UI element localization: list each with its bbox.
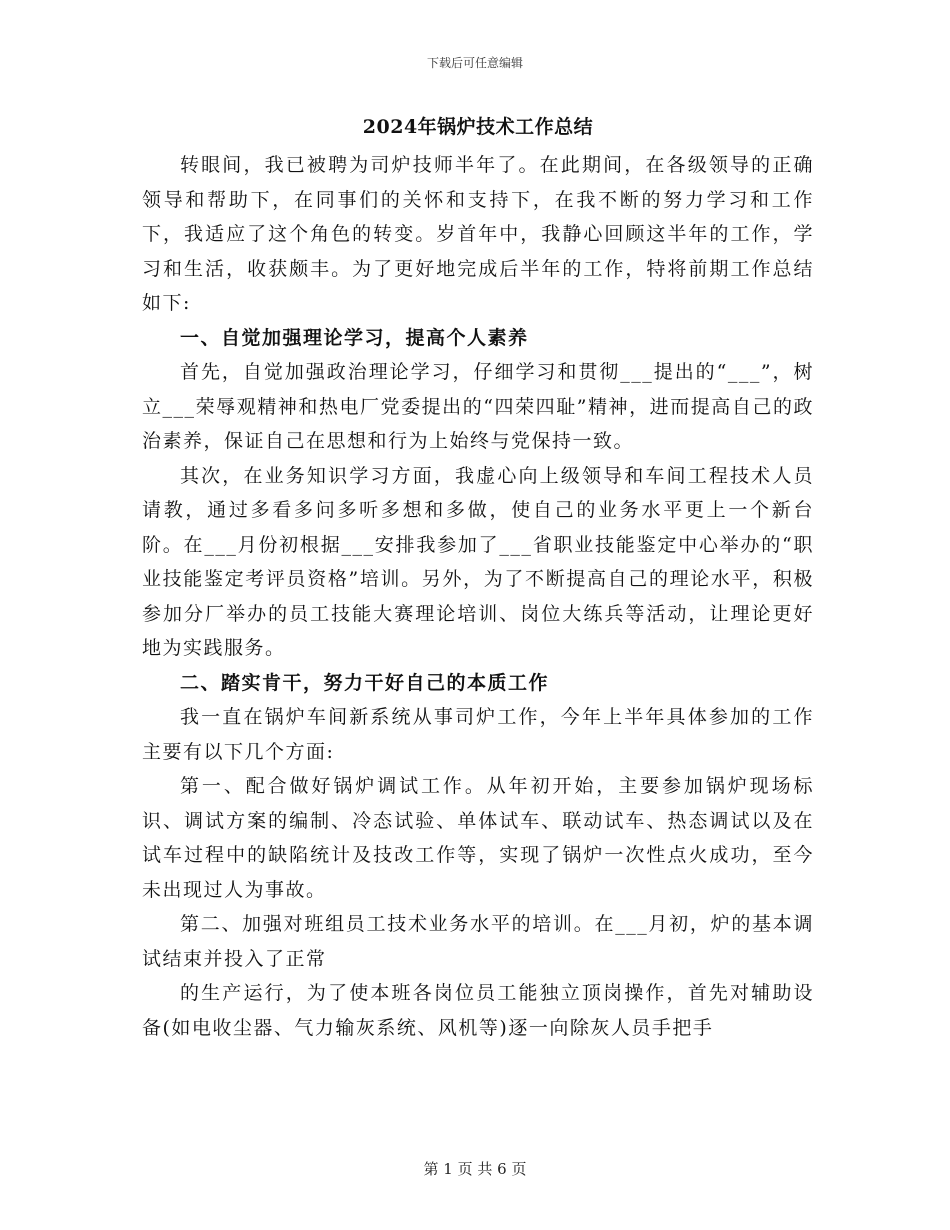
paragraph-work-intro: 我一直在锅炉车间新系统从事司炉工作，今年上半年具体参加的工作主要有以下几个方面: bbox=[142, 706, 814, 763]
paragraph-production-operation: 的生产运行，为了使本班各岗位员工能独立顶岗操作，首先对辅助设备(如电收尘器、气力输灰系统、风机等)逐一向除灰人员手把手 bbox=[142, 982, 814, 1039]
paragraph-business-study: 其次，在业务知识学习方面，我虚心向上级领导和车间工程技术人员请教，通过多看多问多听多想和多做，使自己的业务水平更上一个新台阶。在___月份初根据___安排我参加了___省职业技能鉴定中心举办的“职业技能鉴定考评员资格”培训。另外，为了不断提高自己的理论水平，积极参加分厂举办的员工技能大赛理论培训、岗位大练兵等活动，让理论更好地为实践服务。 bbox=[142, 464, 814, 659]
page-header-note: 下载后可任意编辑 bbox=[426, 56, 523, 70]
section-heading-1: 一、自觉加强理论学习，提高个人素养 bbox=[180, 326, 529, 349]
paragraph-team-training: 第二、加强对班组员工技术业务水平的培训。在___月初，炉的基本调试结束并投入了正常 bbox=[142, 913, 814, 970]
paragraph-political-study: 首先，自觉加强政治理论学习，仔细学习和贯彻___提出的“___”，树立___荣辱观精神和热电厂党委提出的“四荣四耻”精神，进而提高自己的政治素养，保证自己在思想和行为上始终与党保持一致。 bbox=[142, 361, 814, 452]
document-title: 2024年锅炉技术工作总结 bbox=[362, 116, 594, 138]
section-heading-2: 二、踏实肯干，努力干好自己的本质工作 bbox=[180, 671, 550, 694]
paragraph-boiler-commissioning: 第一、配合做好锅炉调试工作。从年初开始，主要参加锅炉现场标识、调试方案的编制、冷态试验、单体试车、联动试车、热态调试以及在试车过程中的缺陷统计及技改工作等，实现了锅炉一次性点火成功，至今未出现过人为事故。 bbox=[142, 775, 814, 901]
paragraph-intro: 转眼间，我已被聘为司炉技师半年了。在此期间，在各级领导的正确领导和帮助下，在同事们的关怀和支持下，在我不断的努力学习和工作下，我适应了这个角色的转变。岁首年中，我静心回顾这半年的工作，学习和生活，收获颇丰。为了更好地完成后半年的工作，特将前期工作总结如下: bbox=[142, 154, 814, 314]
document-body bbox=[142, 110, 814, 1045]
page-footer-pagination: 第 1 页 共 6 页 bbox=[423, 1160, 527, 1178]
